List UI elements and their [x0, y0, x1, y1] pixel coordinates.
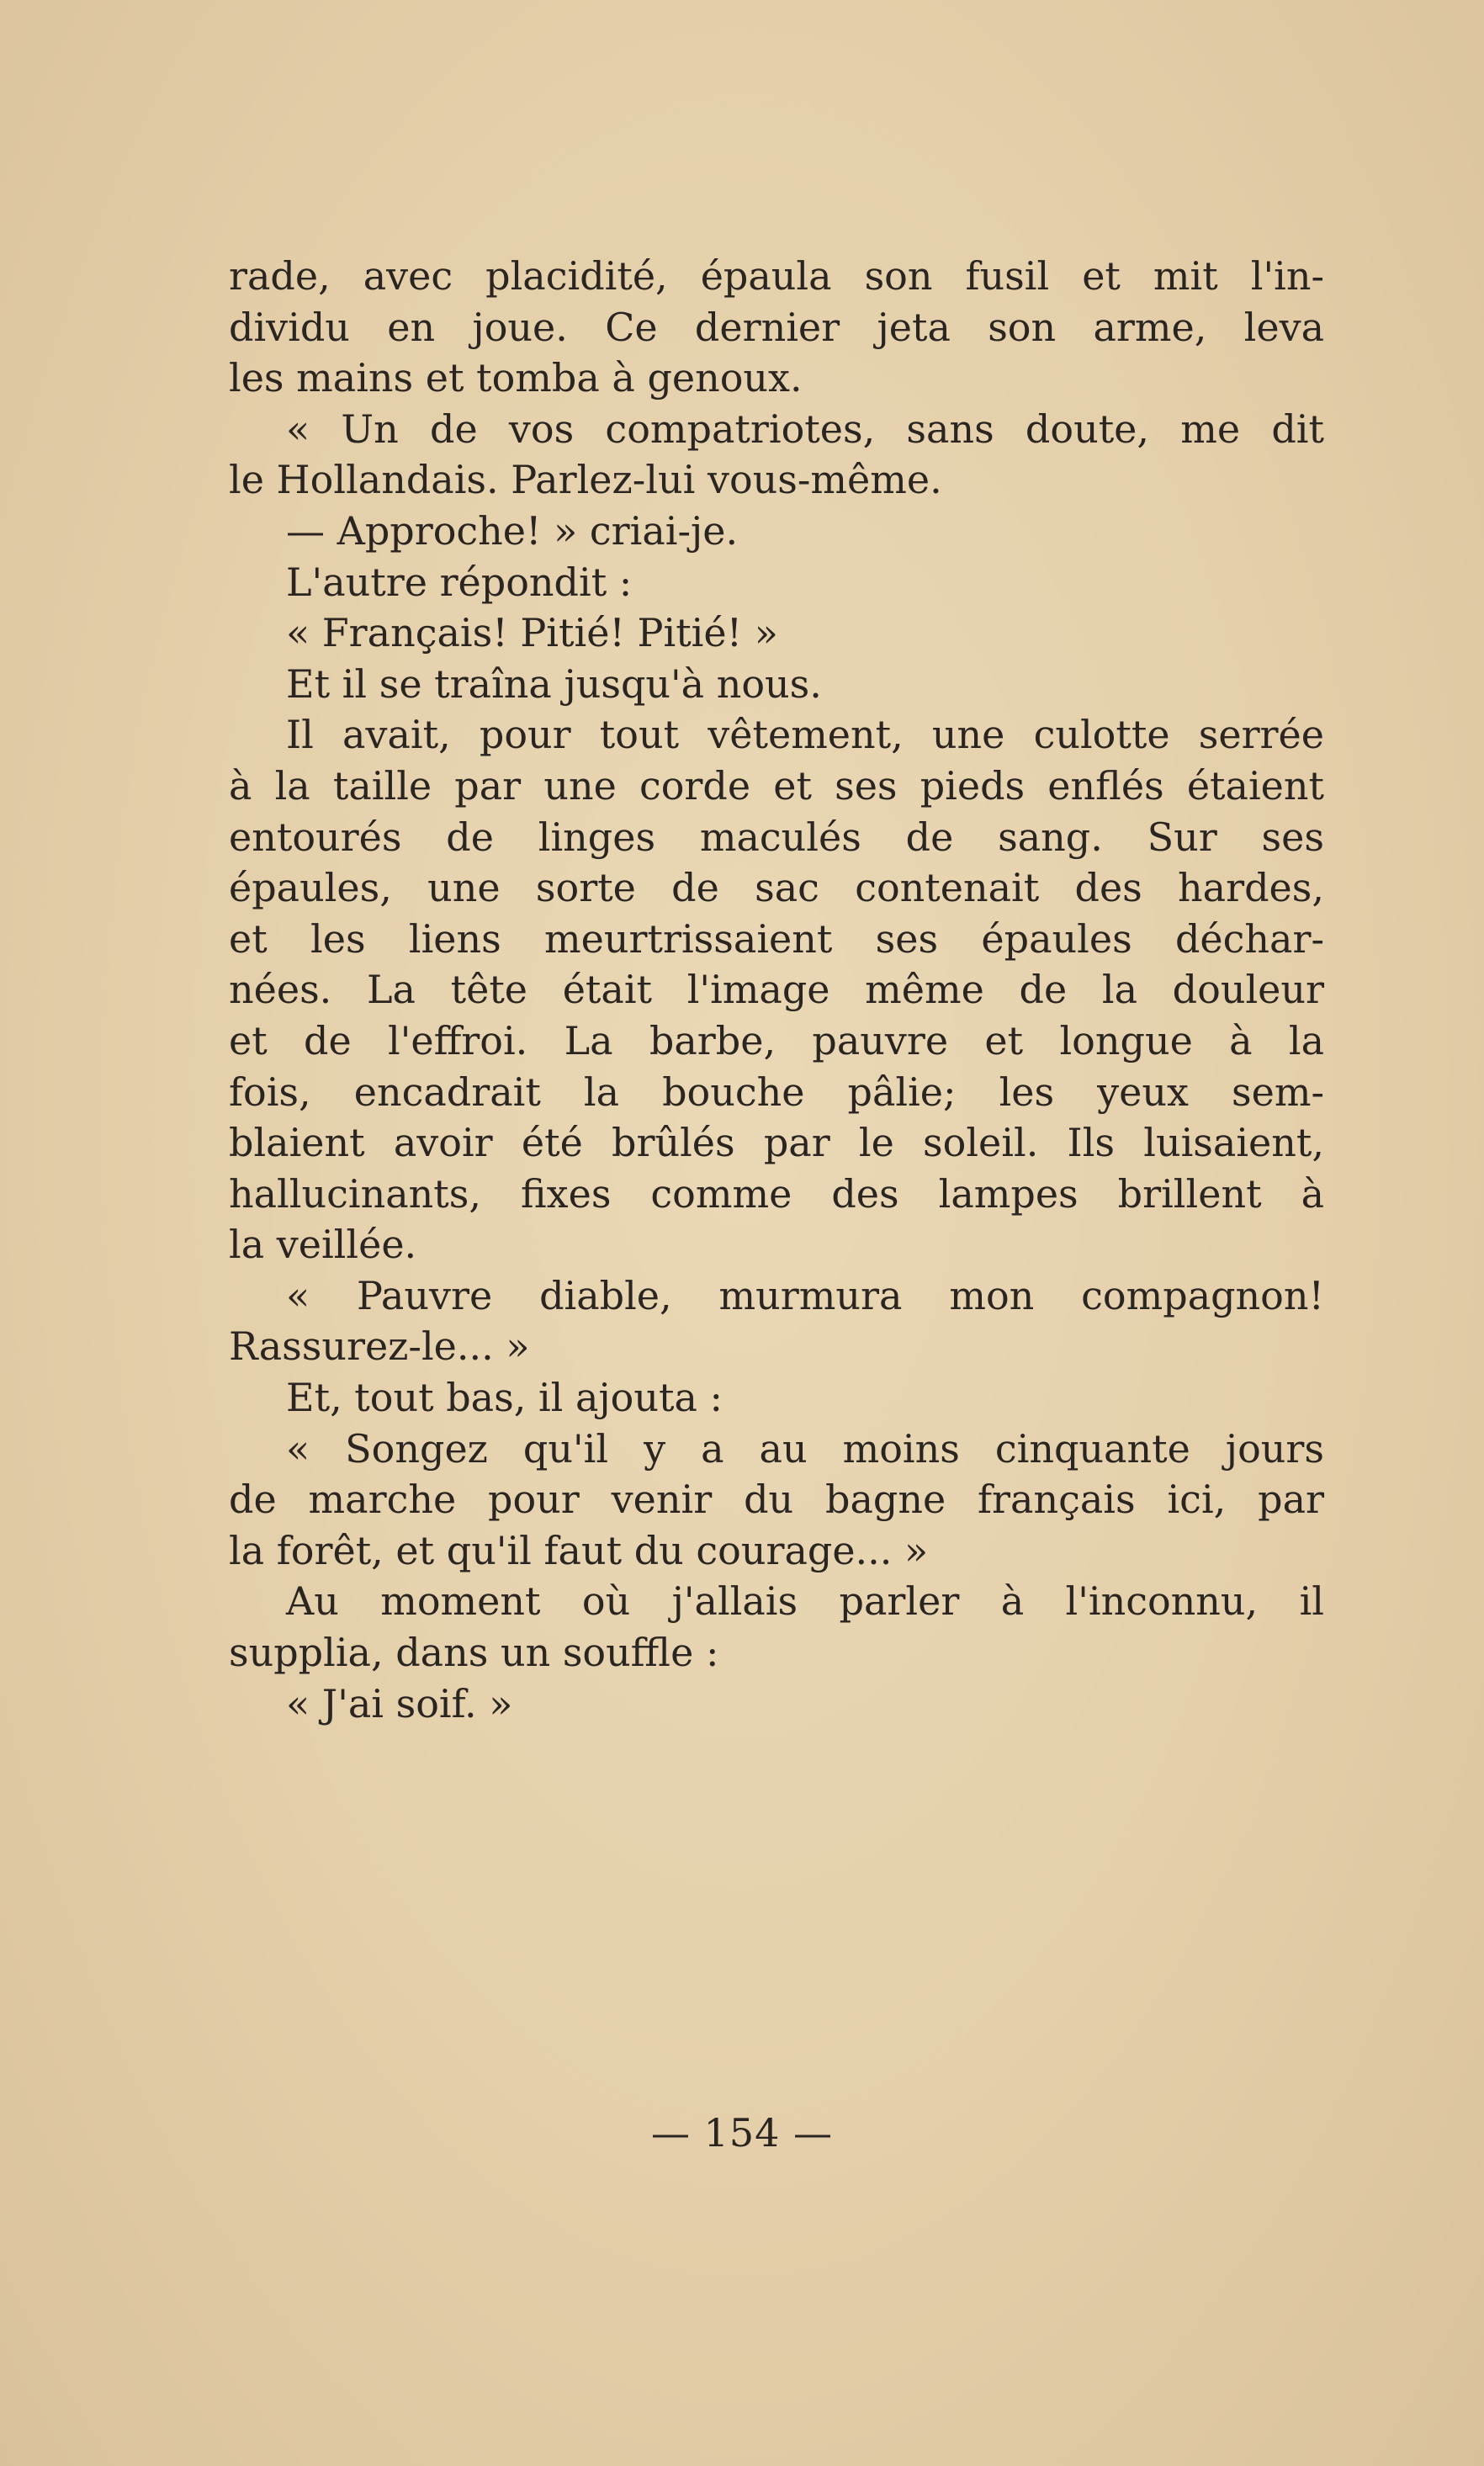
text-line: Au moment où j'allais parler à l'inconnu, il — [286, 1578, 1324, 1625]
text-line: dividu en joue. Ce dernier jeta son arme, leva — [229, 304, 1324, 350]
text-line: fois, encadrait la bouche pâlie; les yeux sem- — [229, 1069, 1324, 1115]
text-line: rade, avec placidité, épaula son fusil et mit l'in- — [229, 253, 1324, 299]
text-line: nées. La tête était l'image même de la douleur — [229, 967, 1324, 1013]
text-line: supplia, dans un souffle : — [229, 1630, 719, 1676]
text-line: « Songez qu'il y a au moins cinquante jours — [286, 1425, 1324, 1472]
text-line: entourés de linges maculés de sang. Sur ses — [229, 814, 1324, 860]
text-line: la forêt, et qu'il faut du courage... » — [229, 1527, 929, 1573]
text-line: blaient avoir été brûlés par le soleil. Ils luisaient, — [229, 1120, 1324, 1166]
text-line: la veillée. — [229, 1222, 417, 1268]
text-line: Il avait, pour tout vêtement, une culotte serrée — [286, 712, 1324, 758]
text-line: et de l'effroi. La barbe, pauvre et longue à la — [229, 1017, 1324, 1063]
page-number: — 154 — — [650, 2110, 834, 2156]
body-text — [229, 251, 1324, 1729]
text-line: hallucinants, fixes comme des lampes brillent à — [229, 1170, 1324, 1217]
text-line: les mains et tomba à genoux. — [229, 355, 803, 401]
text-line: Et, tout bas, il ajouta : — [286, 1375, 723, 1421]
text-line: — Approche! » criai-je. — [286, 507, 739, 554]
text-line: « Français! Pitié! Pitié! » — [286, 610, 778, 656]
text-line: de marche pour venir du bagne français ici, par — [229, 1477, 1324, 1523]
text-line: à la taille par une corde et ses pieds enflés étaient — [229, 762, 1324, 809]
text-line: « J'ai soif. » — [286, 1680, 513, 1726]
text-line: « Pauvre diable, murmura mon compagnon! — [286, 1272, 1324, 1318]
text-line: le Hollandais. Parlez-lui vous-même. — [229, 457, 942, 503]
text-line: « Un de vos compatriotes, sans doute, me dit — [286, 406, 1324, 452]
text-line: Et il se traîna jusqu'à nous. — [286, 660, 822, 707]
text-line: L'autre répondit : — [286, 559, 633, 605]
text-line: épaules, une sorte de sac contenait des hardes, — [229, 865, 1324, 911]
text-line: Rassurez-le... » — [229, 1323, 530, 1370]
text-line: et les liens meurtrissaient ses épaules déchar- — [229, 915, 1324, 962]
